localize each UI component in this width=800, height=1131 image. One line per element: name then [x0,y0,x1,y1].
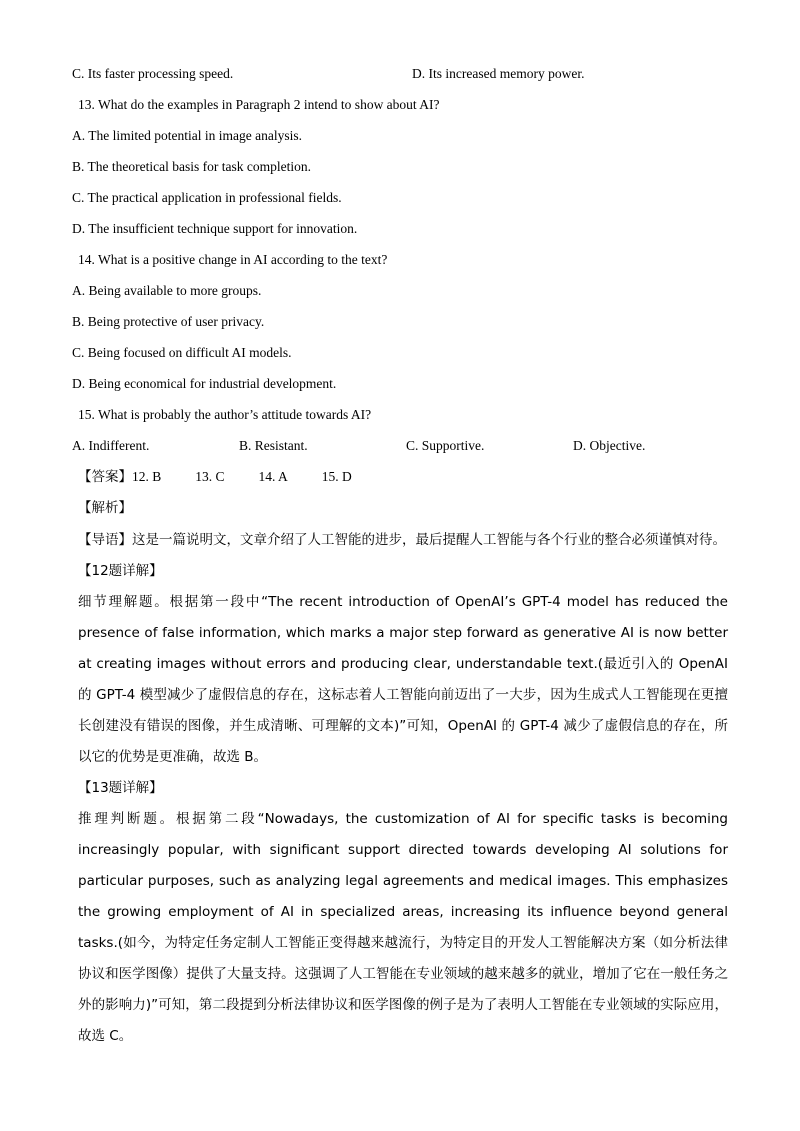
question-15-options-row [72,430,728,461]
question-14-stem: 14. What is a positive change in AI according to the text? [78,252,388,267]
answer-key-item-12: 12. B [132,469,162,484]
answer-key-item-15: 15. D [321,469,352,484]
guide-text: 这是一篇说明文，文章介绍了人工智能的进步，最后提醒人工智能与各个行业的整合必须谨慎对待。 [132,532,726,548]
question-15-stem: 15. What is probably the author’s attitude towards AI? [78,407,372,422]
option-d-top: D. Its increased memory power. [412,66,585,81]
answer-key-label: 【答案】 [78,469,132,485]
guide-paragraph [72,524,728,556]
detail-12-heading: 【12题详解】 [78,563,163,579]
question-13-option-d: D. The insufficient technique support for innovation. [72,221,358,236]
question-14-option-c: C. Being focused on difficult AI models. [72,345,292,360]
question-13-option-c: C. The practical application in professional fields. [72,190,342,205]
answer-key-item-13: 13. C [195,469,225,484]
detail-13-text: 推理判断题。根据第二段“Nowadays, the customization of AI for specific tasks is becoming increasingly popular, with significant support directed towards developing AI solutions for particular purposes, such as analyzing legal agreements and medical images. This emphasizes the growing employment of AI in specialized areas, increasing its influence beyond general tasks.(如今，为特定任务定制人工智能正变得越来越流行，为特定目的开发人工智能解决方案（如分析法律协议和医学图像）提供了大量支持。这强调了人工智能在专业领域的越来越多的就业，增加了它在一般任务之外的影响力)”可知，第二段提到分析法律协议和医学图像的例子是为了表明人工智能在专业领域的实际应用，故选 C。 [78,811,728,1044]
detail-12-text: 细节理解题。根据第一段中“The recent introduction of OpenAI’s GPT-4 model has reduced the presence of false information, which marks a major step forward as generative AI is now better at creating images without errors and producing clear, understandable text.(最近引入的 OpenAI 的 GPT-4 模型减少了虚假信息的存在，这标志着人工智能向前迈出了一大步，因为生成式人工智能现在更擅长创建没有错误的图像，并生成清晰、可理解的文本)”可知，OpenAI 的 GPT-4 减少了虚假信息的存在，所以它的优势是更准确，故选 B。 [78,594,728,765]
answer-key-item-14: 14. A [258,469,288,484]
top-options-row [72,58,728,89]
guide-label: 【导语】 [78,532,132,548]
answer-key-row [72,461,728,493]
question-15-option-d: D. Objective. [573,438,646,453]
question-14-option-a: A. Being available to more groups. [72,283,262,298]
question-14-option-d: D. Being economical for industrial development. [72,376,337,391]
question-15-option-a: A. Indifferent. [72,438,150,453]
analysis-label: 【解析】 [78,500,132,516]
question-14-option-b: B. Being protective of user privacy. [72,314,265,329]
question-13-option-b: B. The theoretical basis for task completion. [72,159,311,174]
question-15-option-c: C. Supportive. [406,438,485,453]
question-13-option-a: A. The limited potential in image analysis. [72,128,302,143]
question-15-option-b: B. Resistant. [239,438,308,453]
detail-13-heading: 【13题详解】 [78,780,163,796]
question-13-stem: 13. What do the examples in Paragraph 2 intend to show about AI? [78,97,440,112]
option-c-top: C. Its faster processing speed. [72,66,234,81]
